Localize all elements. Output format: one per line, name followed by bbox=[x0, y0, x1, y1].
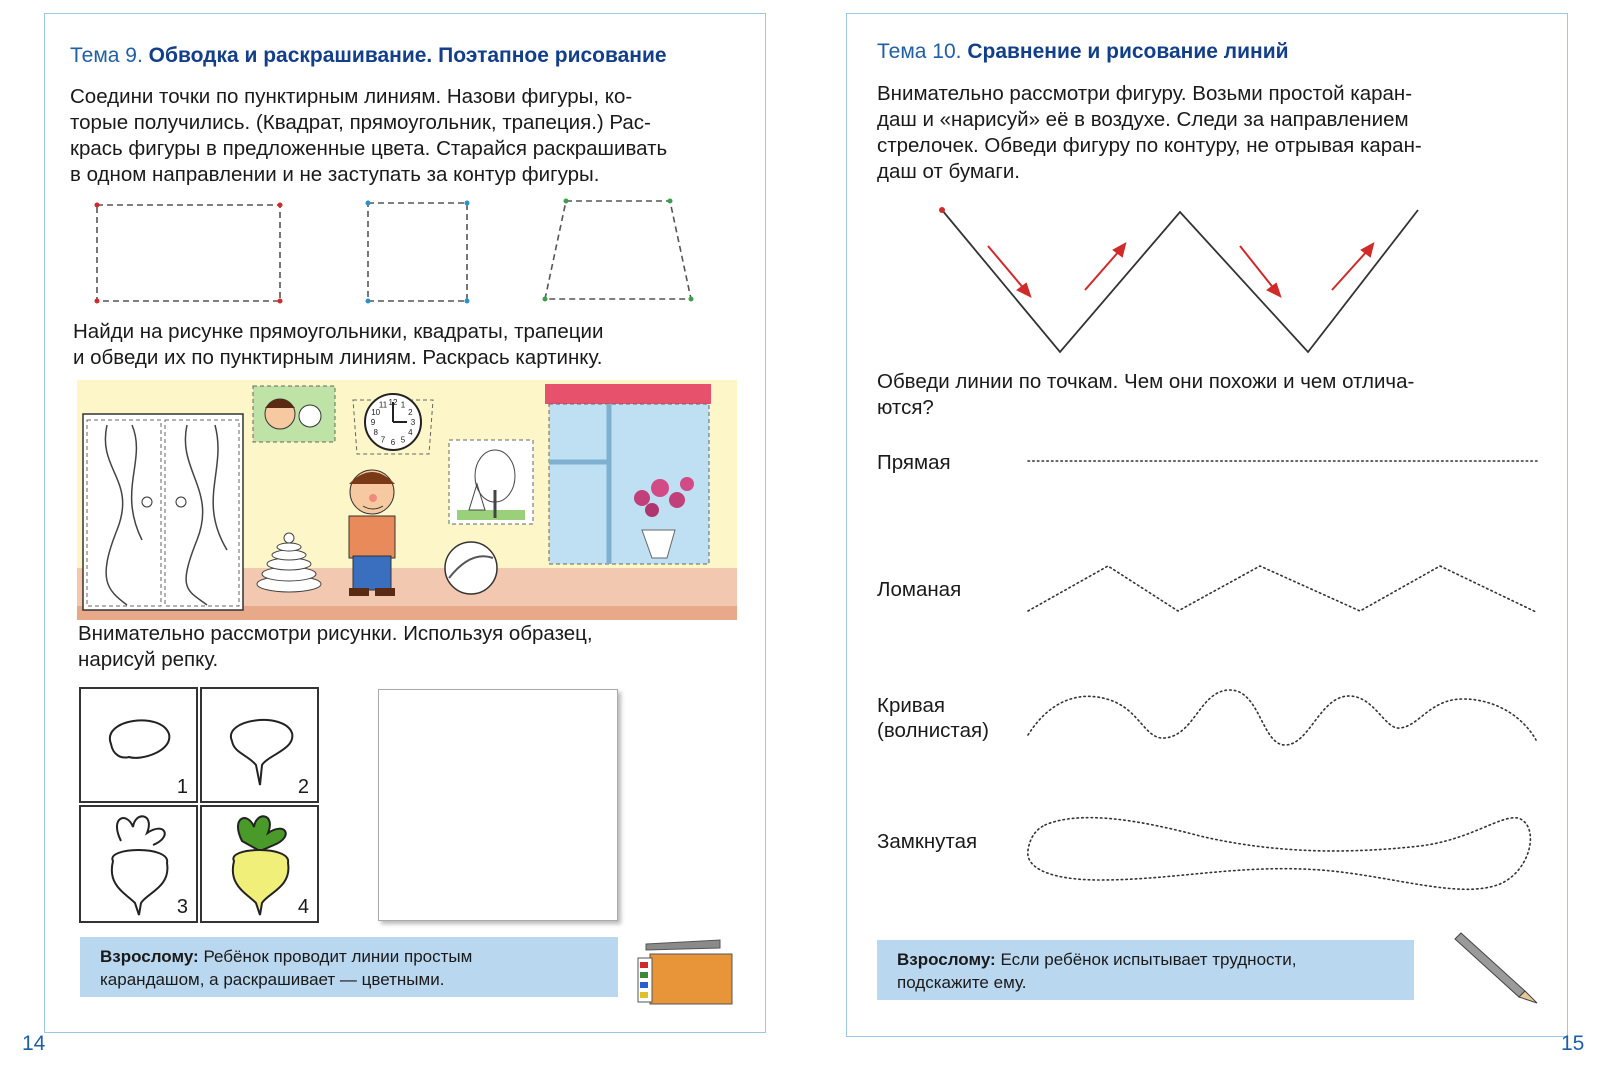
clock-number: 4 bbox=[408, 428, 413, 437]
label-closed: Замкнутая bbox=[877, 830, 978, 853]
label-curved: Кривая bbox=[877, 694, 945, 717]
left-page-number: 14 bbox=[22, 1032, 46, 1055]
task2-line: Обведи линии по точкам. Чем они похожи и чем отлича- bbox=[877, 370, 1415, 393]
clock-number: 1 bbox=[400, 400, 406, 410]
pencil-icon bbox=[1455, 925, 1545, 1005]
task1-line: в одном направлении и не заступать за контур фигуры. bbox=[70, 163, 600, 186]
task1-line: Соедини точки по пунктирным линиям. Назови фигуры, ко- bbox=[70, 85, 633, 108]
note-label: Взрослому: bbox=[897, 950, 996, 969]
note-line: подскажите ему. bbox=[897, 973, 1027, 992]
note-line: Если ребёнок испытывает трудности, bbox=[1000, 950, 1297, 969]
clock-number: 11 bbox=[378, 400, 388, 410]
task3-line: нарисуй репку. bbox=[78, 648, 219, 671]
clock-number: 7 bbox=[380, 435, 386, 445]
note-line: Ребёнок проводит линии простым bbox=[203, 947, 473, 966]
task1-line: стрелочек. Обведи фигуру по контуру, не отрывая каран- bbox=[877, 134, 1422, 157]
dotted-broken-line[interactable] bbox=[1028, 566, 1536, 612]
clock-number: 3 bbox=[410, 418, 416, 427]
clock-number: 9 bbox=[370, 418, 376, 427]
step-number: 3 bbox=[176, 896, 188, 918]
clock-number: 6 bbox=[390, 438, 396, 447]
clock-number: 2 bbox=[408, 408, 413, 417]
label-straight: Прямая bbox=[877, 451, 951, 474]
step-number: 4 bbox=[297, 896, 309, 918]
clock-number: 5 bbox=[400, 435, 406, 445]
dotted-closed-line[interactable] bbox=[1028, 818, 1531, 890]
topic-number: Тема 10. bbox=[877, 40, 962, 63]
topic-number: Тема 9. bbox=[70, 44, 143, 67]
task1-line: торые получились. (Квадрат, прямоугольник, трапеция.) Рас- bbox=[70, 111, 651, 134]
note-line: карандашом, а раскрашивает — цветными. bbox=[100, 970, 445, 989]
right-page-number: 15 bbox=[1561, 1032, 1585, 1055]
label-broken: Ломаная bbox=[877, 578, 962, 601]
task1-line: крась фигуры в предложенные цвета. Старайся раскрашивать bbox=[70, 137, 668, 160]
step-number: 1 bbox=[176, 776, 188, 798]
task3-line: Внимательно рассмотри рисунки. Используя образец, bbox=[78, 622, 593, 645]
task1-line: даш и «нарисуй» её в воздухе. Следи за направлением bbox=[877, 108, 1409, 131]
clock-number: 10 bbox=[371, 408, 381, 417]
task2-line: и обведи их по пунктирным линиям. Раскрась картинку. bbox=[73, 346, 603, 369]
topic-title: Сравнение и рисование линий bbox=[967, 40, 1289, 63]
step-number: 2 bbox=[297, 776, 309, 798]
label-curved-wavy: (волнистая) bbox=[877, 719, 989, 742]
note-label: Взрослому: bbox=[100, 947, 199, 966]
task2-line: Найди на рисунке прямоугольники, квадраты, трапеции bbox=[73, 320, 604, 343]
clock-number: 8 bbox=[373, 428, 378, 437]
dotted-wavy-line[interactable] bbox=[1028, 690, 1536, 745]
clock-number: 12 bbox=[388, 398, 398, 407]
task2-line: ются? bbox=[877, 396, 934, 419]
topic-title: Обводка и раскрашивание. Поэтапное рисование bbox=[148, 44, 667, 67]
right-adult-note bbox=[877, 940, 1414, 1000]
task1-line: Внимательно рассмотри фигуру. Возьми простой каран- bbox=[877, 82, 1413, 105]
task1-line: даш от бумаги. bbox=[877, 160, 1020, 183]
